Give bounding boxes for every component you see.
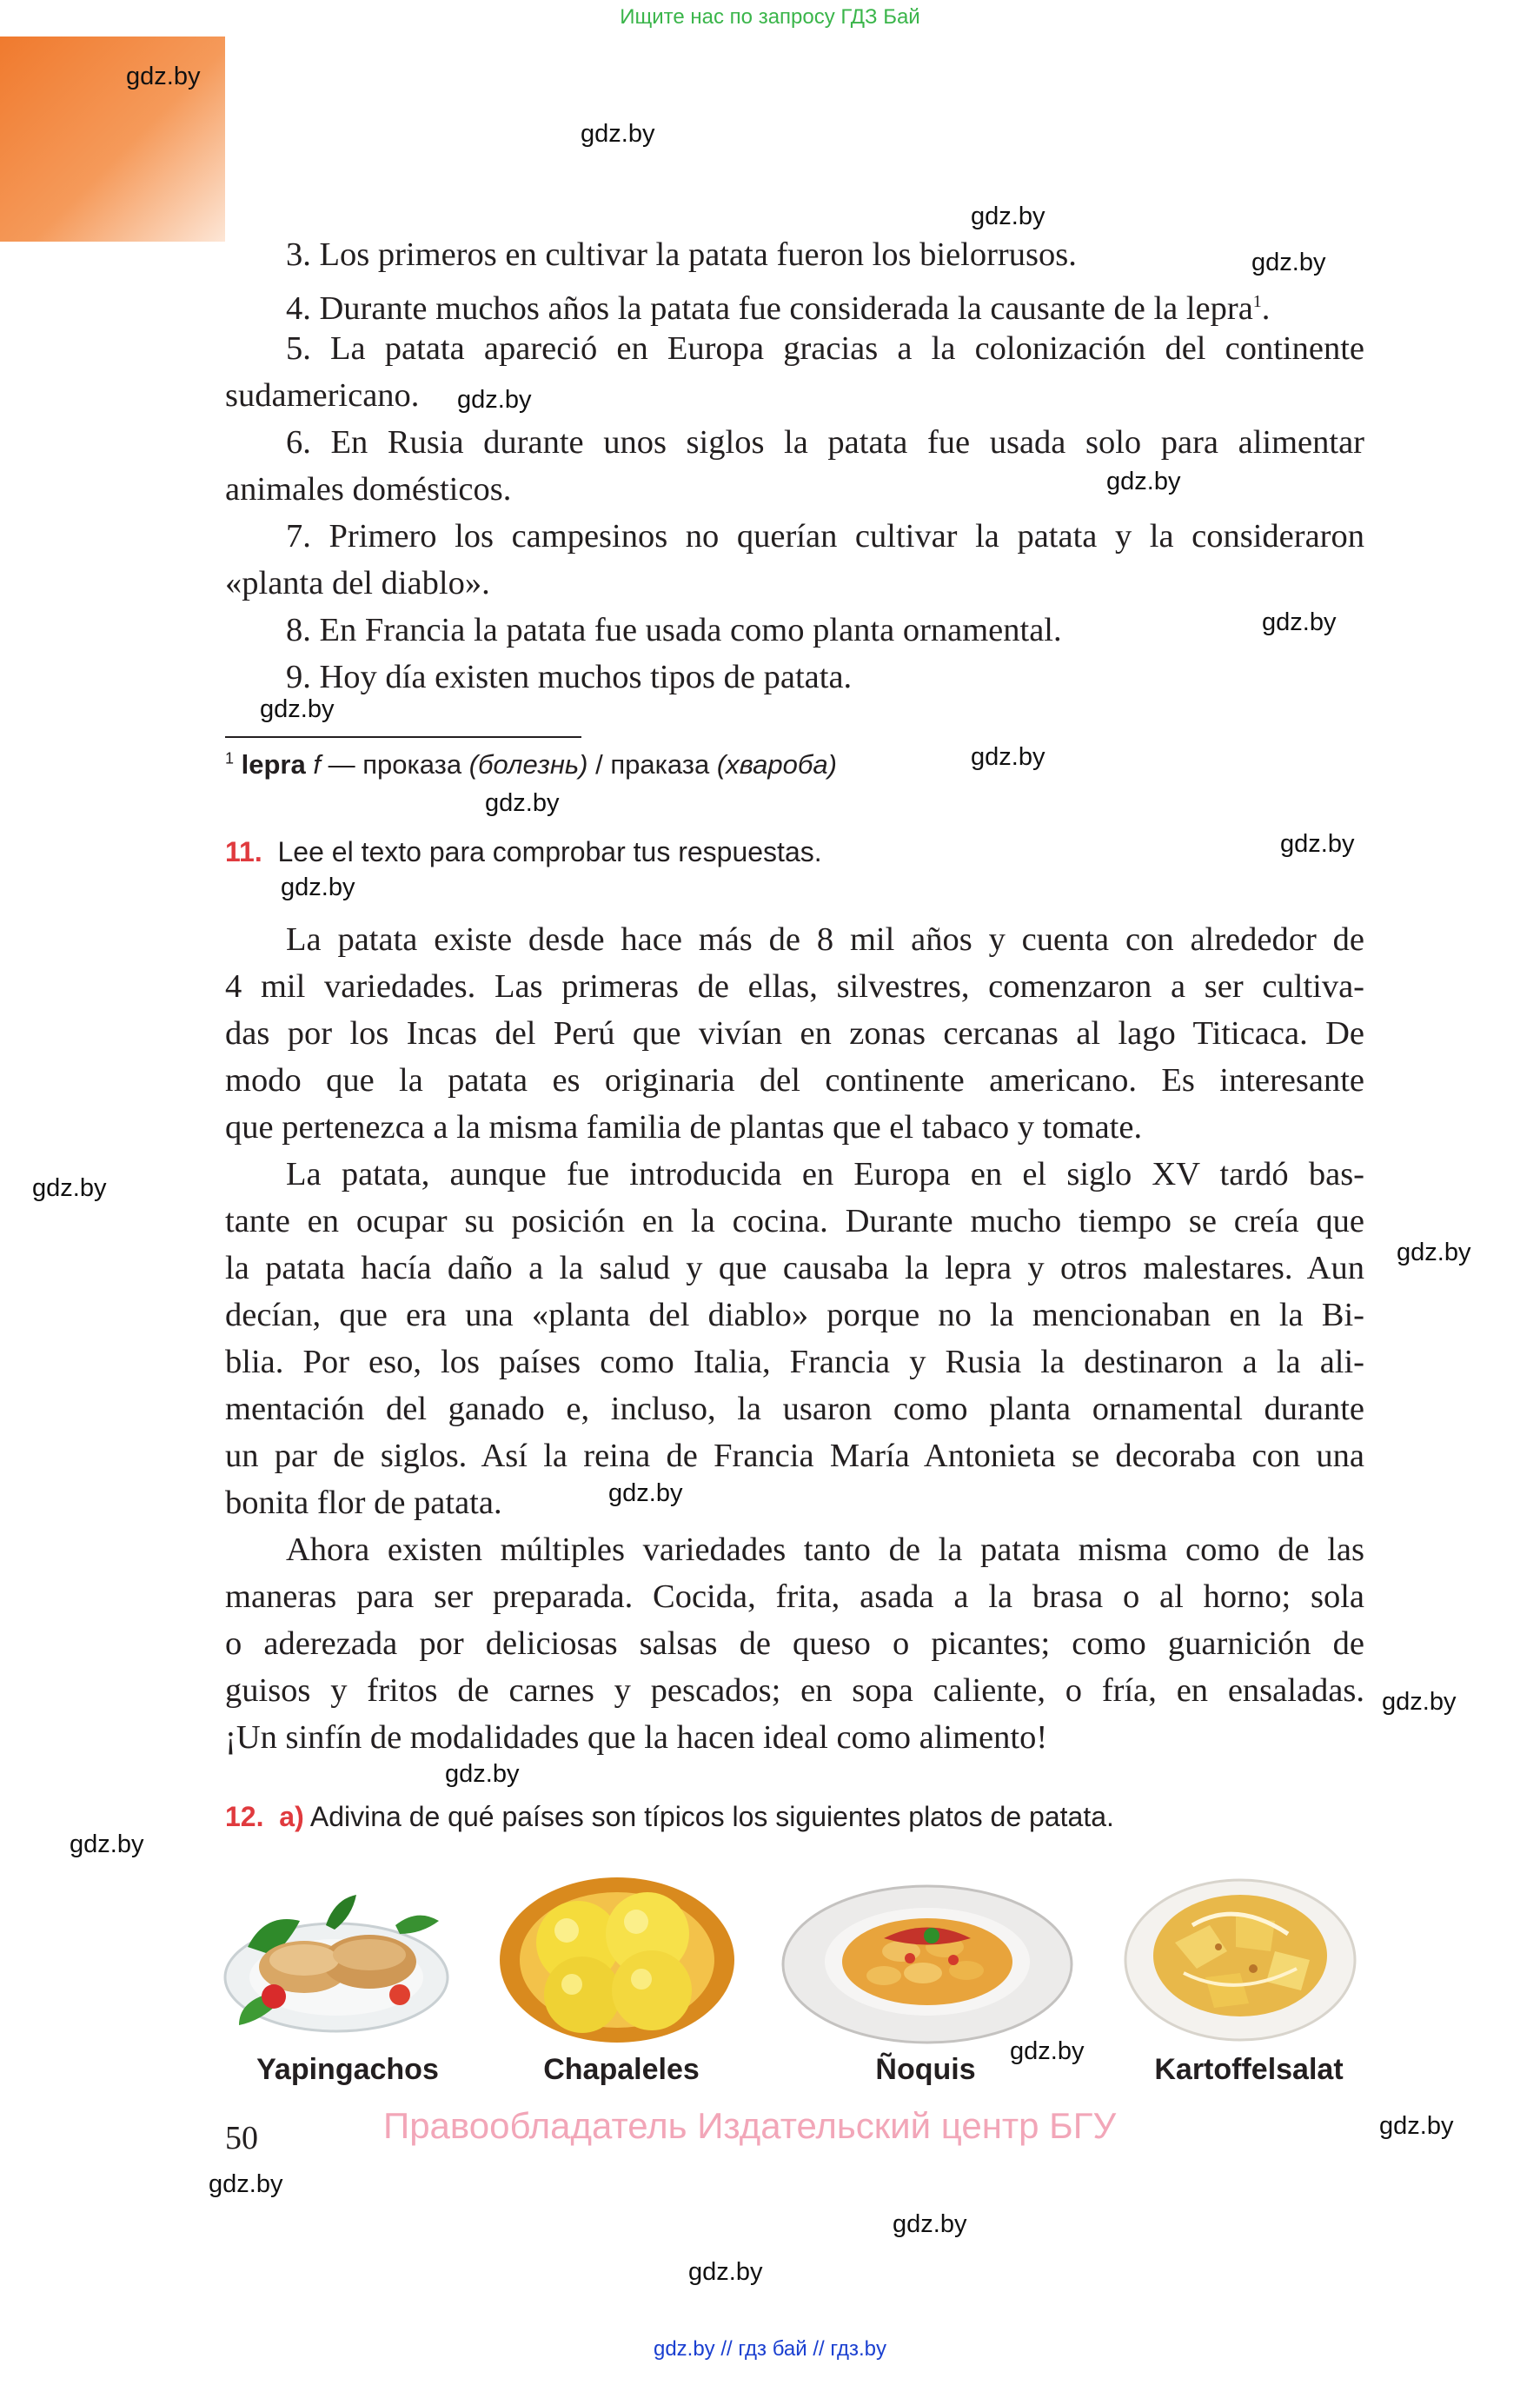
bottom-links[interactable]: gdz.by // гдз бай // гдз.by [653,2337,887,2361]
watermark: gdz.by [445,1760,520,1788]
statement-7-cont: «planta del diablo». [225,565,490,601]
watermark: gdz.by [1106,468,1181,495]
reading-line: blia. Por eso, los países como Italia, Francia y Rusia la destinaron a la ali- [225,1344,1364,1380]
watermark: gdz.by [1010,2037,1085,2065]
kartoffelsalat-photo [1123,1864,1357,2047]
watermark: gdz.by [1280,830,1355,858]
reading-line: Ahora existen múltiples variedades tanto de la patata misma como de las [286,1531,1364,1568]
watermark: gdz.by [971,743,1045,771]
reading-line: decían, que era una «planta del diablo» porque no la mencionaban en la Bi- [225,1297,1364,1333]
dish-caption: Ñoquis [875,2053,976,2086]
copyright-holder: Правообладатель Издательский центр БГУ [383,2105,1117,2146]
watermark: gdz.by [1262,608,1337,636]
dish-caption: Kartoffelsalat [1154,2053,1344,2086]
noquis-photo [780,1864,1075,2047]
statement-5-cont: sudamericano. [225,377,420,414]
footnote-ref: 1 [1252,292,1262,311]
watermark: gdz.by [1397,1239,1471,1266]
reading-line: modo que la patata es originaria del continente americano. Es interesante [225,1062,1364,1099]
search-note: Ищите нас по запросу ГДЗ Бай [620,5,920,29]
chapaleles-photo [495,1864,739,2047]
watermark: gdz.by [1379,2112,1454,2140]
watermark: gdz.by [688,2258,763,2286]
statement-5: 5. La patata apareció en Europa gracias a la colonización del continente [286,330,1364,367]
watermark: gdz.by [70,1830,144,1858]
watermark: gdz.by [893,2210,967,2238]
reading-line: 4 mil variedades. Las primeras de ellas, silvestres, comenzaron a ser cultiva- [225,968,1364,1005]
page-number: 50 [225,2120,258,2156]
watermark: gdz.by [581,120,655,148]
footnote: $^1$ lepra f — проказа (болезнь) / праказа (хвароба) [225,749,837,780]
reading-line: tante en ocupar su posición en la cocina. Durante mucho tiempo se creía que [225,1203,1364,1239]
watermark: gdz.by [1382,1688,1457,1716]
reading-line: mentación del ganado e, incluso, la usaron como planta ornamental durante [225,1391,1364,1427]
reading-line: o aderezada por deliciosas salsas de queso o picantes; como guarnición de [225,1625,1364,1662]
reading-line: das por los Incas del Perú que vivían en zonas cercanas al lago Titicaca. De [225,1015,1364,1052]
statement-6: 6. En Rusia durante unos siglos la patata fue usada solo para alimentar [286,424,1364,461]
watermark: gdz.by [209,2170,283,2198]
reading-line: guisos y fritos de carnes y pescados; en sopa caliente, o fría, en ensaladas. [225,1672,1364,1709]
watermark: gdz.by [260,695,335,723]
dish-caption: Chapaleles [543,2053,700,2086]
reading-line: ¡Un sinfín de modalidades que la hacen ideal como alimento! [225,1719,1048,1756]
reading-line: maneras para ser preparada. Cocida, frita, asada a la brasa o al horno; sola [225,1578,1364,1615]
watermark: gdz.by [457,386,532,414]
dish-caption: Yapingachos [256,2053,439,2086]
statement-7: 7. Primero los campesinos no querían cultivar la patata y la consideraron [286,518,1364,555]
yapingachos-photo [222,1864,452,2047]
reading-line: La patata existe desde hace más de 8 mil años y cuenta con alrededor de [286,921,1364,958]
watermark: gdz.by [1251,249,1326,276]
statement-4: 4. Durante muchos años la patata fue considerada la causante de la lepra$^1$. [286,289,1271,327]
task-12: 12. a) Adivina de qué países son típicos los siguientes platos de patata. [225,1801,1114,1832]
watermark: gdz.by [126,63,201,90]
statement-8: 8. En Francia la patata fue usada como planta ornamental. [286,612,1062,648]
reading-line: un par de siglos. Así la reina de Francia María Antonieta se decoraba con una [225,1438,1364,1474]
watermark: gdz.by [485,789,560,817]
task-11: 11. Lee el texto para comprobar tus respuestas. [225,836,822,867]
watermark: gdz.by [971,203,1045,230]
reading-line: bonita flor de patata. [225,1485,502,1521]
statement-3: 3. Los primeros en cultivar la patata fueron los bielorrusos. [286,236,1077,273]
watermark: gdz.by [608,1479,683,1507]
statement-9: 9. Hoy día existen muchos tipos de patata. [286,659,853,695]
reading-line: la patata hacía daño a la salud y que causaba la lepra y otros malestares. Aun [225,1250,1364,1286]
footnote-rule [225,736,581,738]
watermark: gdz.by [281,874,355,901]
watermark: gdz.by [32,1174,107,1202]
reading-line: La patata, aunque fue introducida en Europa en el siglo XV tardó bas- [286,1156,1364,1192]
statement-6-cont: animales domésticos. [225,471,512,508]
reading-line: que pertenezca a la misma familia de plantas que el tabaco y tomate. [225,1109,1143,1146]
